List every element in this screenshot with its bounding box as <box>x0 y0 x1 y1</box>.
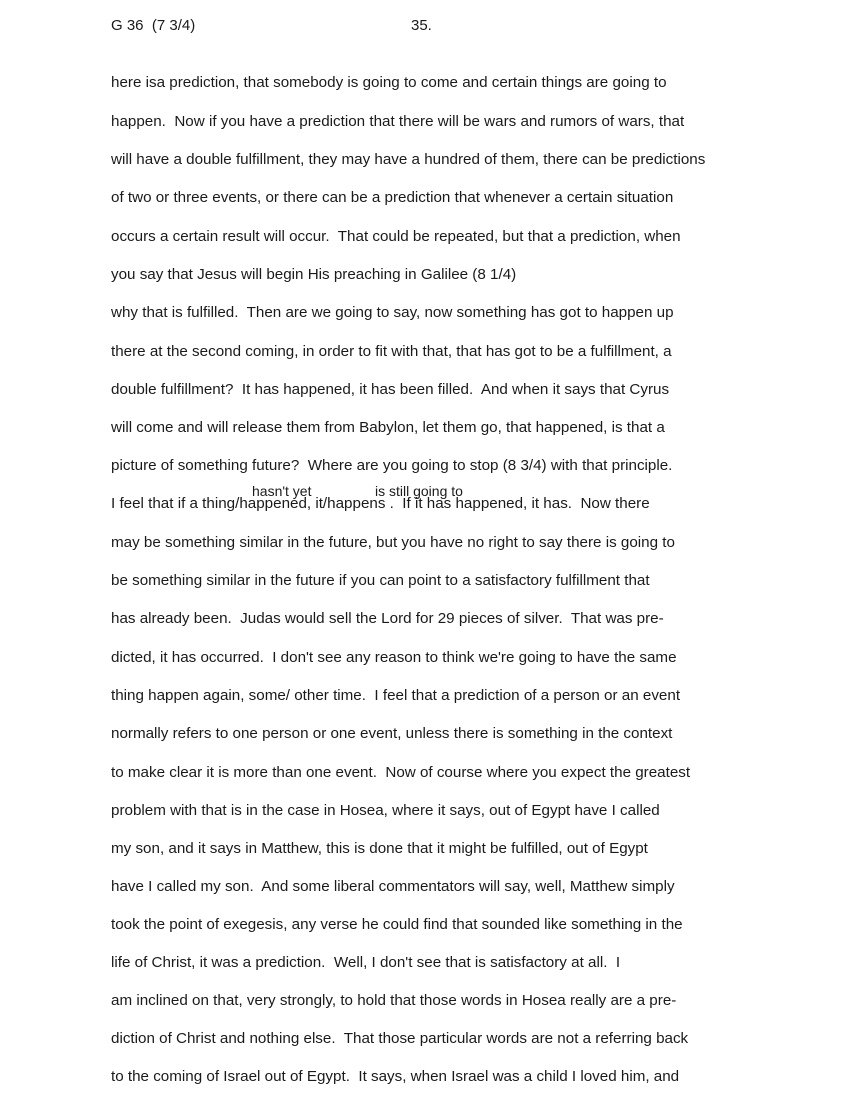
text-line: my son, and it says in Matthew, this is done that it might be fulfilled, out of Egypt <box>111 840 648 857</box>
text-line: happen. Now if you have a prediction that there will be wars and rumors of wars, that <box>111 113 685 130</box>
text-line: problem with that is in the case in Hosea, where it says, out of Egypt have I called <box>111 802 660 819</box>
text-line: life of Christ, it was a prediction. Well, I don't see that is satisfactory at all. I <box>111 954 621 971</box>
text-line: to the coming of Israel out of Egypt. It says, when Israel was a child I loved him, and <box>111 1068 680 1085</box>
text-line: dicted, it has occurred. I don't see any reason to think we're going to have the same <box>111 649 677 666</box>
insertion-is-still-going-to: is still going to <box>375 483 463 499</box>
text-line: diction of Christ and nothing else. That those particular words are not a referring back <box>111 1030 689 1047</box>
text-line: picture of something future? Where are you going to stop (8 3/4) with that principle. <box>111 457 673 474</box>
text-line: occurs a certain result will occur. That could be repeated, but that a prediction, when <box>111 228 681 245</box>
text-line: why that is fulfilled. Then are we going to say, now something has got to happen up <box>111 304 674 321</box>
text-line: will come and will release them from Babylon, let them go, that happened, is that a <box>111 419 665 436</box>
text-line: double fulfillment? It has happened, it has been filled. And when it says that Cyrus <box>111 381 670 398</box>
text-line: I feel that if a thing/happened, it/happens . If it has happened, it has. Now there <box>111 495 650 512</box>
page-number: 35. <box>411 17 432 34</box>
text-line: thing happen again, some/ other time. I feel that a prediction of a person or an event <box>111 687 681 704</box>
text-line: took the point of exegesis, any verse he could find that sounded like something in the <box>111 916 683 933</box>
text-line: there at the second coming, in order to fit with that, that has got to be a fulfillment, a <box>111 343 672 360</box>
text-line: have I called my son. And some liberal commentators will say, well, Matthew simply <box>111 878 675 895</box>
text-line: may be something similar in the future, but you have no right to say there is going to <box>111 534 675 551</box>
text-line: will have a double fulfillment, they may have a hundred of them, there can be predictions <box>111 151 706 168</box>
text-line: of two or three events, or there can be a prediction that whenever a certain situation <box>111 189 674 206</box>
text-line: be something similar in the future if you can point to a satisfactory fulfillment that <box>111 572 650 589</box>
text-line: you say that Jesus will begin His preaching in Galilee (8 1/4) <box>111 266 517 283</box>
text-line: normally refers to one person or one event, unless there is something in the context <box>111 725 673 742</box>
text-line: has already been. Judas would sell the Lord for 29 pieces of silver. That was pre- <box>111 610 664 627</box>
text-line: here isa prediction, that somebody is going to come and certain things are going to <box>111 74 667 91</box>
document-reference: G 36 (7 3/4) <box>111 17 196 34</box>
text-line: to make clear it is more than one event. Now of course where you expect the greatest <box>111 764 691 781</box>
text-line: am inclined on that, very strongly, to hold that those words in Hosea really are a pre- <box>111 992 677 1009</box>
insertion-hasnt-yet: hasn't yet <box>252 483 312 499</box>
